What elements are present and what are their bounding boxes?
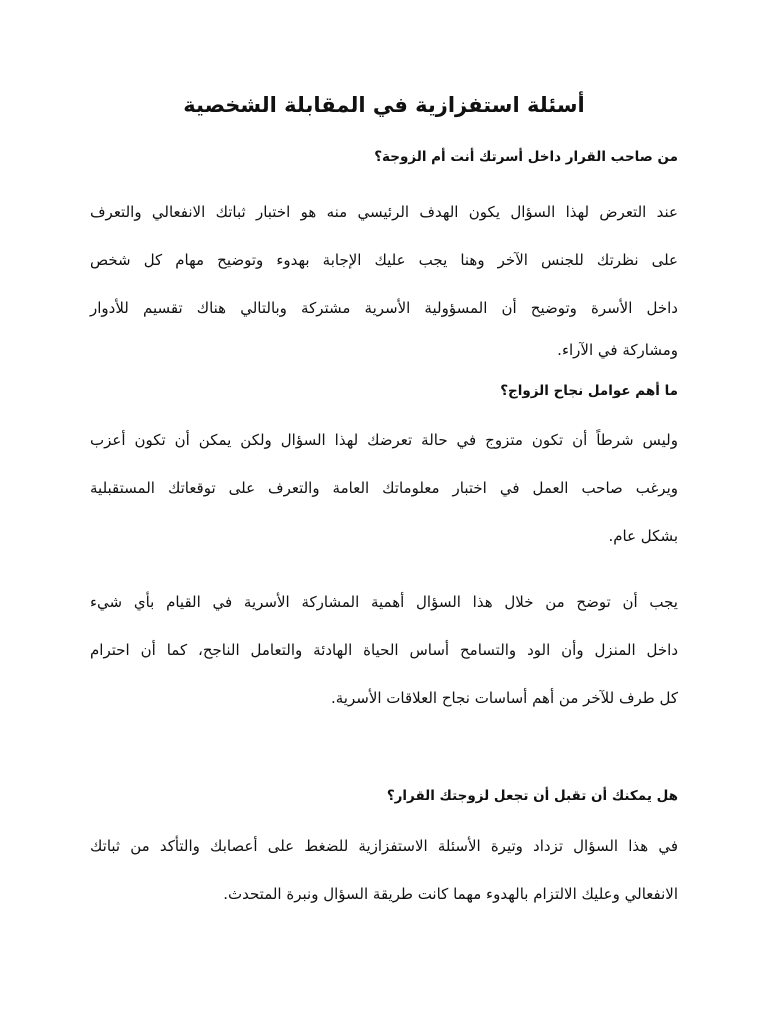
document-title: أسئلة استفزازية في المقابلة الشخصية [183,93,585,117]
paragraph-decision-maker [90,188,678,368]
paragraph-marriage-success [90,416,678,560]
paragraph-line: بشكل عام. [608,527,678,545]
paragraph-line: كل طرف للآخر من أهم أساسات نجاح العلاقات الأسرية. [330,689,678,707]
paragraph-line: وليس شرطاً أن تكون متزوج في حالة تعرضك لهذا السؤال ولكن يمكن أن تكون أعزب [90,431,678,449]
paragraph-line: عند التعرض لهذا السؤال يكون الهدف الرئيسي منه هو اختبار ثباتك الانفعالي والتعرف [90,203,678,221]
section-heading-marriage-success: ما أهم عوامل نجاح الزواج؟ [500,383,678,399]
paragraph-line: داخل الأسرة وتوضيح أن المسؤولية الأسرية مشتركة وبالتالي هناك تقسيم للأدوار [90,299,678,317]
paragraph-line: الانفعالي وعليك الالتزام بالهدوء مهما كانت طريقة السؤال ونبرة المتحدث. [223,885,678,903]
paragraph-line: داخل المنزل وأن الود والتسامح أساس الحياة الهادئة والتعامل الناجح، كما أن احترام [90,641,678,659]
paragraph-line: في هذا السؤال تزداد وتيرة الأسئلة الاستفزازية للضغط على أعصابك والتأكد من ثباتك [90,837,678,855]
section-heading-wife-decision: هل يمكنك أن تقبل أن تجعل لزوجتك القرار؟ [386,788,678,804]
paragraph-line: يجب أن توضح من خلال هذا السؤال أهمية المشاركة الأسرية في القيام بأي شيء [90,593,678,611]
paragraph-line: ويرغب صاحب العمل في اختبار معلوماتك العامة والتعرف على توقعاتك المستقبلية [90,479,678,497]
paragraph-wife-decision [90,822,678,918]
paragraph-line: ومشاركة في الآراء. [557,341,678,359]
section-heading-decision-maker: من صاحب القرار داخل أسرتك أنت أم الزوجة؟ [374,149,678,165]
paragraph-family-participation [90,578,678,722]
paragraph-line: على نظرتك للجنس الآخر وهنا يجب عليك الإجابة بهدوء وتوضيح مهام كل شخص [90,251,678,269]
